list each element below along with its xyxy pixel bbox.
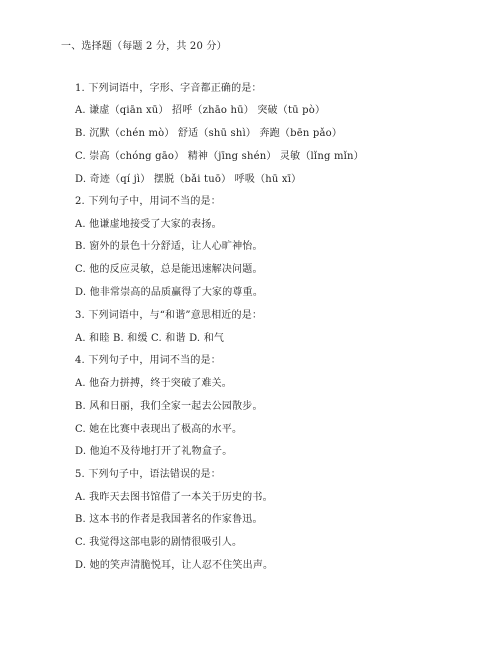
question-4-option-a: A. 他奋力拼搏，终于突破了难关。 xyxy=(75,378,232,389)
question-1: 1. 下列词语中，字形、字音都正确的是： xyxy=(75,83,262,94)
section-title: 一、选择题（每题 2 分，共 20 分） xyxy=(61,41,227,52)
question-1-option-b: B. 沉默（chén mò） 舒适（shū shì） 奔跑（bēn pǎo） xyxy=(75,128,343,139)
question-4-option-c: C. 她在比赛中表现出了极高的水平。 xyxy=(75,424,243,435)
question-5-option-d: D. 她的笑声清脆悦耳，让人忍不住笑出声。 xyxy=(75,560,274,571)
question-2-option-b: B. 窗外的景色十分舒适，让人心旷神怡。 xyxy=(75,241,263,252)
question-5: 5. 下列句子中，语法错误的是： xyxy=(75,469,221,480)
question-3: 3. 下列词语中，与“和谐”意思相近的是： xyxy=(75,310,263,321)
question-2-option-d: D. 他非常崇高的品质赢得了大家的尊重。 xyxy=(75,287,264,298)
question-5-option-b: B. 这本书的作者是我国著名的作家鲁迅。 xyxy=(75,514,263,525)
question-5-option-c: C. 我觉得这部电影的剧情很吸引人。 xyxy=(75,537,243,548)
question-4: 4. 下列句子中，用词不当的是： xyxy=(75,355,221,366)
question-1-option-d: D. 奇迹（qí jì） 摆脱（bǎi tuō） 呼吸（hū xī） xyxy=(75,174,302,185)
question-2: 2. 下列句子中，用词不当的是： xyxy=(75,196,221,207)
question-4-option-d: D. 他迫不及待地打开了礼物盒子。 xyxy=(75,446,233,457)
question-3-options: A. 和睦 B. 和缓 C. 和谐 D. 和气 xyxy=(75,333,225,344)
question-2-option-c: C. 他的反应灵敏，总是能迅速解决问题。 xyxy=(75,264,263,275)
question-2-option-a: A. 他谦虚地接受了大家的表扬。 xyxy=(75,219,222,230)
question-1-option-c: C. 崇高（chóng gāo） 精神（jīng shén） 灵敏（lǐng mǐn） xyxy=(75,151,364,162)
question-5-option-a: A. 我昨天去图书馆借了一本关于历史的书。 xyxy=(75,492,273,503)
question-1-option-a: A. 谦虚（qiān xū） 招呼（zhāo hū） 突破（tū pò） xyxy=(75,105,326,116)
question-4-option-b: B. 风和日丽，我们全家一起去公园散步。 xyxy=(75,401,263,412)
